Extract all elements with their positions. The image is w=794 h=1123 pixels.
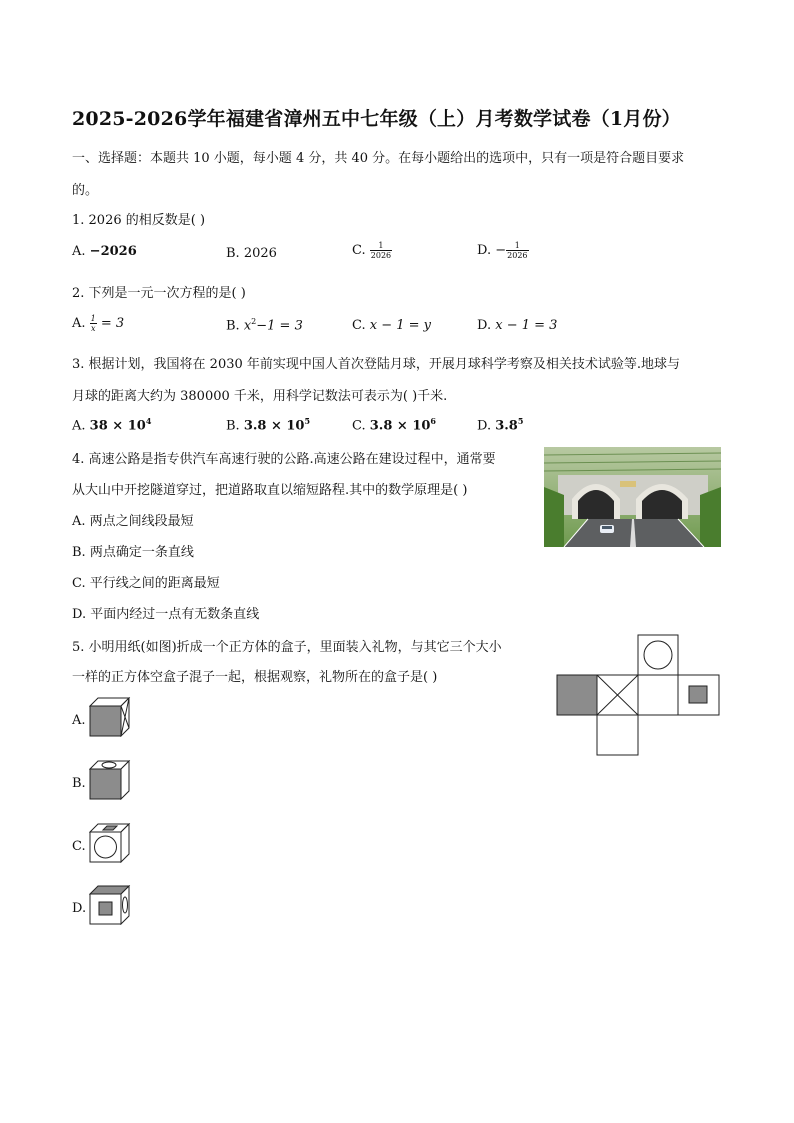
q3-a-exp: 4 [145, 416, 152, 426]
q1-d-fraction: $\frac{1}{2026}$ [507, 241, 528, 260]
q4-stem-line1: 4. 高速公路是指专供汽车高速行驶的公路.高速公路在建设过程中，通常要 [72, 452, 496, 467]
q2-b-exp: 2 [251, 317, 257, 326]
q3-b-label: B. [226, 418, 240, 434]
q2-a-fraction: $\frac{1}{x}$ [90, 314, 96, 333]
q5-stem-line2: 一样的正方体空盒子混子一起，根据观察，礼物所在的盒子是( ) [72, 670, 438, 685]
q4-option-b: B. 两点确定一条直线 [72, 545, 194, 560]
q5-option-a-label: A. [72, 713, 86, 728]
q1-d-sign: − [495, 243, 507, 258]
q1-option-d [477, 241, 529, 260]
q5-option-c-label: C. [72, 839, 86, 854]
q5-stem-line1: 5. 小明用纸(如图)折成一个正方体的盒子，里面装入礼物，与其它三个大小 [72, 640, 502, 655]
section-instruction-cont: 的。 [72, 183, 99, 198]
q3-d-exp: 5 [517, 416, 524, 426]
q2-c-value: x − 1 = y [369, 318, 432, 333]
q3-stem-line1: 3. 根据计划，我国将在 2030 年前实现中国人首次登陆月球，开展月球科学考察及相关技术试验等.地球与 [72, 357, 681, 372]
q2-stem: 2. 下列是一元一次方程的是( ) [72, 286, 246, 301]
q3-b-base: 3.8 × 10 [243, 418, 305, 434]
q3-b-exp: 5 [304, 416, 311, 426]
q1-option-a [72, 244, 137, 259]
page-title: 2025-2026学年福建省漳州五中七年级（上）月考数学试卷（1月份） [72, 108, 681, 130]
q1-c-label: C. [352, 243, 366, 258]
q2-d-label: D. [477, 318, 492, 333]
q3-option-b [226, 416, 310, 433]
q1-stem: 1. 2026 的相反数是( ) [72, 213, 206, 228]
q3-c-base: 3.8 × 10 [369, 418, 431, 434]
q1-a-value: −2026 [89, 244, 137, 259]
q3-option-a [72, 416, 151, 433]
q5-option-b-label: B. [72, 776, 86, 791]
q5-option-a-cube [89, 697, 131, 741]
q1-option-c [352, 241, 392, 260]
section-instruction: 一、选择题：本题共 10 小题，每小题 4 分，共 40 分。在每小题给出的选项中，只有一项是符合题目要求 [72, 151, 685, 166]
q5-option-b-cube [89, 760, 131, 804]
q2-option-d [477, 318, 557, 333]
q2-a-label: A. [72, 316, 86, 331]
q4-option-c: C. 平行线之间的距离最短 [72, 576, 220, 591]
q3-option-d [477, 416, 523, 433]
q3-d-base: 3.8 [495, 418, 518, 434]
q5-option-c-cube [89, 823, 131, 867]
q2-c-label: C. [352, 318, 366, 333]
q3-stem-line2: 月球的距离大约为 380000 千米，用科学记数法可表示为( )千米. [72, 389, 448, 404]
q1-a-label: A. [72, 244, 86, 259]
q2-b-rest: −1 = 3 [256, 318, 303, 334]
q4-option-a: A. 两点之间线段最短 [72, 514, 194, 529]
q2-option-a [72, 314, 124, 333]
q3-option-c [352, 416, 436, 433]
q3-a-base: 38 × 10 [89, 418, 146, 434]
q5-option-d-label: D. [72, 901, 87, 916]
q1-option-b: B. 2026 [226, 246, 277, 261]
q1-d-label: D. [477, 243, 492, 258]
cube-net-diagram [556, 634, 722, 762]
q1-c-fraction: $\frac{1}{2026}$ [370, 241, 392, 260]
q4-stem-line2: 从大山中开挖隧道穿过，把道路取直以缩短路程.其中的数学原理是( ) [72, 483, 468, 498]
q2-b-base: x [243, 318, 252, 334]
highway-tunnel-photo [544, 447, 721, 547]
q4-option-d: D. 平面内经过一点有无数条直线 [72, 607, 260, 622]
q3-c-label: C. [352, 418, 366, 434]
q2-b-label: B. [226, 318, 240, 334]
q2-d-value: x − 1 = 3 [495, 318, 558, 333]
q3-c-exp: 6 [430, 416, 436, 426]
q2-option-b [226, 317, 303, 333]
q2-option-c [352, 318, 431, 333]
q3-d-label: D. [477, 418, 492, 434]
q3-a-label: A. [72, 418, 86, 434]
q2-a-rest: = 3 [100, 316, 125, 331]
q5-option-d-cube [89, 885, 131, 929]
